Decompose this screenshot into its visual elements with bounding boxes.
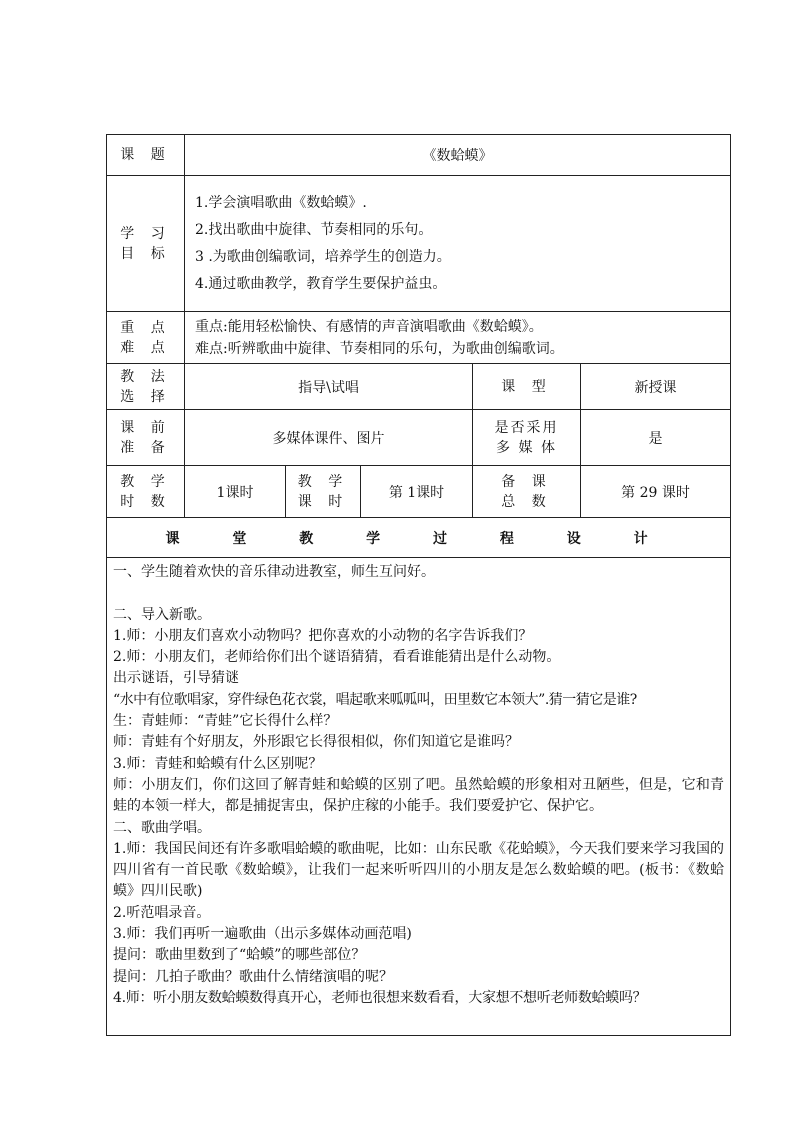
process-blank-line <box>113 583 724 604</box>
row-prep <box>107 410 731 466</box>
process-line: 2.听范唱录音。 <box>113 904 211 921</box>
method-value: 指导\试唱 <box>185 364 473 410</box>
process-line: “水中有位歌唱家，穿件绿色花衣裳，唱起歌来呱呱叫，田里数它本领大”.猜一猜它是谁? <box>113 691 637 708</box>
period-value: 第 1课时 <box>361 466 473 518</box>
process-line: 提问：歌曲里数到了“蛤蟆”的哪些部位？ <box>113 947 366 964</box>
process-line: 师：青蛙有个好朋友，外形跟它长得很相似，你们知道它是谁吗？ <box>113 734 519 751</box>
row-topic <box>107 135 731 176</box>
process-line: 3.师：青蛙和蛤蟆有什么区别呢？ <box>113 755 323 772</box>
row-method <box>107 364 731 410</box>
row-time <box>107 466 731 518</box>
goal-item: 4.通过歌曲教学，教育学生要保护益虫。 <box>195 275 447 292</box>
type-label: 课 型 <box>473 364 581 410</box>
process-line: 4.师：听小朋友数蛤蟆数得真开心，老师也很想来数看看，大家想不想听老师数蛤蟆吗？ <box>113 989 647 1006</box>
period-label: 教 学 课 时 <box>286 466 361 518</box>
total-value: 第 29 课时 <box>581 466 731 518</box>
process-line: 二、歌曲学唱。 <box>113 819 211 836</box>
process-body <box>107 558 731 1036</box>
process-line: 一、学生随着欢快的音乐律动进教室，师生互问好。 <box>113 564 435 580</box>
media-value: 是 <box>581 410 731 466</box>
process-line: 1.师：小朋友们喜欢小动物吗？把你喜欢的小动物的名字告诉我们？ <box>113 627 533 644</box>
process-paragraph: 1.师：我国民间还有许多歌唱蛤蟆的歌曲呢，比如：山东民歌《花蛤蟆》，今天我们要来学习我国的四川省有一首民歌《数蛤蟆》，让我们一起来听听四川的小朋友是怎么数蛤蟆的吧。(板书：《数蛤蟆》四川民歌) <box>113 840 725 900</box>
time-label: 教 学 时 数 <box>107 466 185 518</box>
key-points-label: 重 点 难 点 <box>107 312 185 364</box>
key-points-list <box>185 312 731 364</box>
row-section-title <box>107 518 731 558</box>
goals-label: 学 习 目 标 <box>107 176 185 312</box>
process-paragraph: 师：小朋友们，你们这回了解青蛙和蛤蟆的区别了吧。虽然蛤蟆的形象相对丑陋些，但是，它和青蛙的本领一样大，都是捕捉害虫，保护庄稼的小能手。我们要爱护它、保护它。 <box>113 776 725 815</box>
process-line: 3.师：我们再听一遍歌曲（出示多媒体动画范唱) <box>113 926 412 943</box>
goal-item: 3 .为歌曲创编歌词，培养学生的创造力。 <box>195 248 451 265</box>
media-label: 是否采用 多 媒 体 <box>473 410 581 466</box>
goal-item: 2.找出歌曲中旋律、节奏相同的乐句。 <box>195 221 433 238</box>
process-line: 2.师：小朋友们，老师给你们出个谜语猜猜，看看谁能猜出是什么动物。 <box>113 649 561 666</box>
row-goals <box>107 176 731 312</box>
goals-list <box>185 176 731 312</box>
lesson-plan-table <box>106 134 731 1036</box>
key-point-item: 难点:听辨歌曲中旋律、节奏相同的乐句，为歌曲创编歌词。 <box>195 340 564 357</box>
process-line: 出示谜语，引导猜谜 <box>113 670 239 687</box>
process-line: 提问：几拍子歌曲？歌曲什么情绪演唱的呢？ <box>113 968 393 985</box>
time-value: 1课时 <box>185 466 286 518</box>
process-line: 二、导入新歌。 <box>113 606 211 623</box>
method-label: 教 法 选 择 <box>107 364 185 410</box>
key-point-item: 重点:能用轻松愉快、有感情的声音演唱歌曲《数蛤蟆》。 <box>195 318 543 335</box>
type-value: 新授课 <box>581 364 731 410</box>
goal-item: 1.学会演唱歌曲《数蛤蟆》. <box>195 194 367 211</box>
row-key-points <box>107 312 731 364</box>
process-title: 课 堂 教 学 过 程 设 计 <box>107 518 731 558</box>
total-label: 备 课 总 数 <box>473 466 581 518</box>
row-process <box>107 558 731 1036</box>
topic-value: 《数蛤蟆》 <box>185 135 731 176</box>
prep-label: 课 前 准 备 <box>107 410 185 466</box>
prep-value: 多媒体课件、图片 <box>185 410 473 466</box>
topic-label: 课 题 <box>107 135 185 176</box>
process-line: 生：青蛙师：“青蛙”它长得什么样？ <box>113 713 338 730</box>
